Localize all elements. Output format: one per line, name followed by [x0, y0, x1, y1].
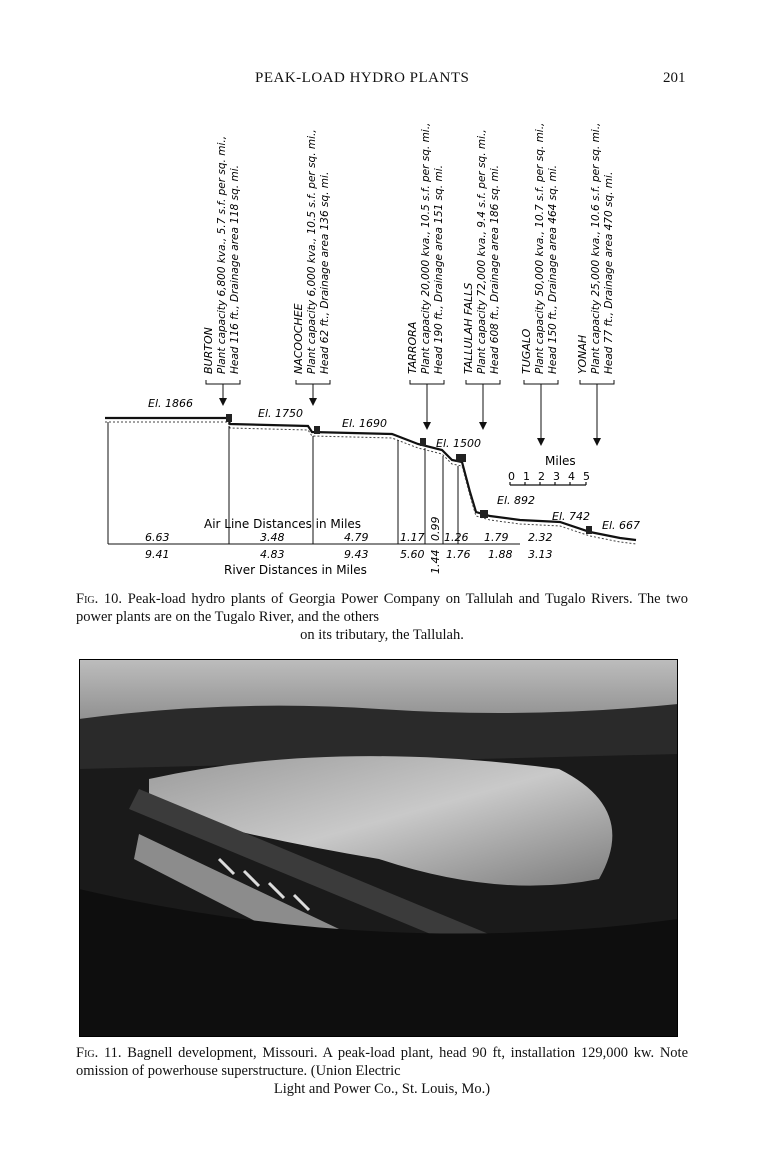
svg-text:BURTON: BURTON	[202, 327, 215, 374]
elevation-label: El. 892	[497, 494, 535, 507]
figure-10-caption-last: on its tributary, the Tallulah.	[300, 627, 464, 643]
scale-tick: 5	[583, 470, 590, 483]
svg-text:Head 77 ft., Drainage area 470: Head 77 ft., Drainage area 470 sq. mi.	[603, 171, 615, 374]
plant-label-tugalo	[520, 123, 559, 374]
plant-label-nacoochee	[292, 129, 331, 374]
plant-label-tarrora	[406, 123, 445, 374]
svg-text:Head 150 ft., Drainage area 46: Head 150 ft., Drainage area 464 sq. mi.	[547, 165, 559, 374]
air-distance: 1.79	[484, 531, 509, 544]
figure-10-caption-text: Peak-load hydro plants of Georgia Power Company on Tallulah and Tugalo Rivers. The two power plants are on the Tugalo River, and the others	[76, 591, 689, 625]
page-header	[0, 70, 759, 90]
figure-10-profile	[100, 92, 640, 580]
plant-label-burton	[202, 136, 241, 374]
elevation-label: El. 667	[602, 519, 640, 532]
river-distance-label: River Distances in Miles	[224, 563, 367, 577]
scale-tick: 4	[568, 470, 575, 483]
scale-tick: 2	[538, 470, 545, 483]
running-title: PEAK-LOAD HYDRO PLANTS	[255, 70, 470, 86]
svg-text:YONAH: YONAH	[576, 334, 589, 374]
figure-11-caption	[76, 1044, 688, 1098]
figure-11-caption-text: Bagnell development, Missouri. A peak-load plant, head 90 ft, installation 129,000 kw. Note omission of powerhouse superstructure. (Union Electric	[76, 1045, 689, 1079]
air-distance: 4.79	[344, 531, 369, 544]
svg-text:Head 190 ft., Drainage area 15: Head 190 ft., Drainage area 151 sq. mi.	[433, 165, 445, 374]
air-distance: 2.32	[528, 531, 553, 544]
svg-text:NACOOCHEE: NACOOCHEE	[292, 303, 305, 374]
elevation-label: El. 1690	[342, 417, 387, 430]
air-distance: 0.99	[429, 516, 442, 541]
elevation-label: El. 1500	[436, 437, 481, 450]
air-distance: 6.63	[145, 531, 170, 544]
air-distance: 3.48	[260, 531, 285, 544]
scale-tick: 3	[553, 470, 560, 483]
river-distance: 9.41	[145, 548, 170, 561]
svg-text:TUGALO: TUGALO	[520, 328, 533, 374]
svg-text:TARRORA: TARRORA	[406, 321, 419, 374]
svg-text:Plant capacity 6,000 kva., 10.: Plant capacity 6,000 kva., 10.5 s.f. per sq. mi.,	[306, 129, 318, 374]
river-distance: 1.76	[446, 548, 471, 561]
svg-text:Plant capacity 6,800 kva., 5.7: Plant capacity 6,800 kva., 5.7 s.f. per sq. mi.,	[216, 135, 228, 374]
river-distance: 4.83	[260, 548, 285, 561]
river-distance: 9.43	[344, 548, 369, 561]
label-arrows	[219, 398, 601, 446]
air-distance: 1.17	[400, 531, 425, 544]
river-distance: 3.13	[528, 548, 553, 561]
elevation-label: El. 1750	[258, 407, 303, 420]
river-distance: 1.88	[488, 548, 513, 561]
river-distance: 5.60	[400, 548, 425, 561]
river-hatch-line	[105, 422, 636, 544]
elevation-label: El. 1866	[148, 397, 193, 410]
scale-tick: 1	[523, 470, 530, 483]
svg-text:Head 608 ft., Drainage area 18: Head 608 ft., Drainage area 186 sq. mi.	[489, 165, 501, 374]
svg-text:Plant capacity 72,000 kva., 9.: Plant capacity 72,000 kva., 9.4 s.f. per sq. mi.,	[476, 129, 488, 374]
svg-text:TALLULAH FALLS: TALLULAH FALLS	[462, 282, 475, 374]
elevation-label: El. 742	[552, 510, 590, 523]
plant-label-tallulah-falls	[462, 129, 501, 374]
mile-scale	[508, 454, 590, 485]
figure-11-caption-last: Light and Power Co., St. Louis, Mo.)	[273, 1081, 491, 1097]
page-number: 201	[663, 70, 686, 86]
river-distance: 1.44	[429, 549, 442, 574]
scale-title: Miles	[545, 454, 576, 468]
plant-label-yonah	[576, 123, 615, 374]
figure-11-photo	[79, 659, 678, 1037]
svg-text:Plant capacity 25,000 kva., 10: Plant capacity 25,000 kva., 10.6 s.f. per sq. mi.,	[590, 122, 602, 374]
svg-text:Head 62 ft., Drainage area 136: Head 62 ft., Drainage area 136 sq. mi.	[319, 171, 331, 374]
svg-text:Plant capacity 50,000 kva., 10: Plant capacity 50,000 kva., 10.7 s.f. per sq. mi.,	[534, 122, 546, 374]
svg-text:Head 116 ft., Drainage area 11: Head 116 ft., Drainage area 118 sq. mi.	[229, 165, 241, 374]
figure-10-caption	[76, 590, 688, 644]
air-distance: 1.26	[444, 531, 469, 544]
figure-11-label: Fig. 11.	[76, 1045, 122, 1061]
air-distance-label: Air Line Distances in Miles	[204, 517, 362, 531]
figure-10-label: Fig. 10.	[76, 591, 123, 607]
svg-text:Plant capacity 20,000 kva., 10: Plant capacity 20,000 kva., 10.5 s.f. per sq. mi.,	[420, 122, 432, 374]
scale-tick: 0	[508, 470, 515, 483]
